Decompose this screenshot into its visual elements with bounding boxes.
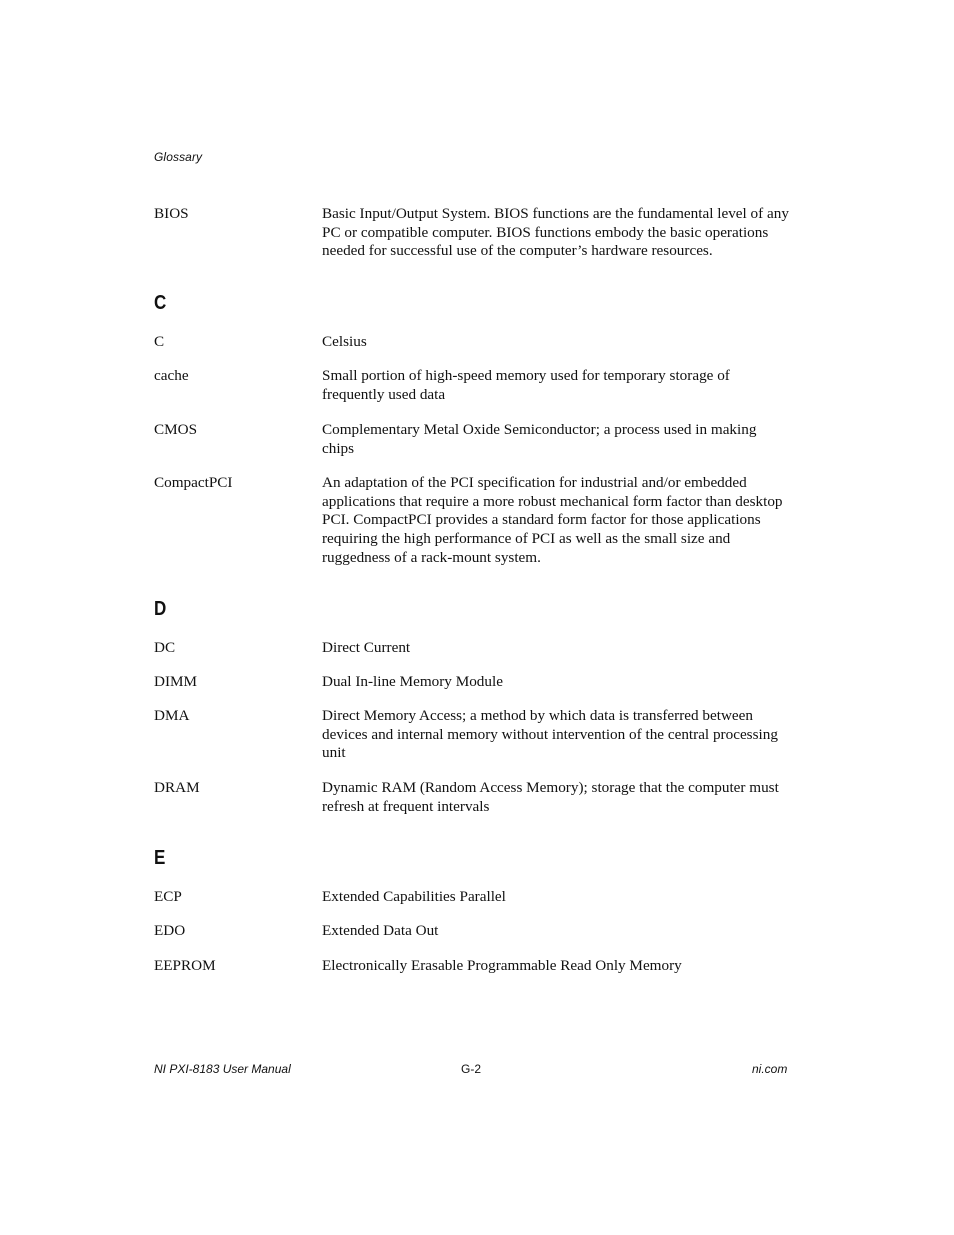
glossary-definition: Dynamic RAM (Random Access Memory); storage that the computer must refresh at frequent intervals [322,779,779,815]
glossary-term: EEPROM [154,957,216,974]
glossary-definition: An adaptation of the PCI specification for industrial and/or embedded applications that require a more robust mechanical form factor than desktop PCI. CompactPCI provides a standard form factor for those applications requiring the high performance of PCI as well as the small size and ruggedness of a rack-mount system. [322,474,783,566]
section-heading-c: C [154,292,167,314]
glossary-term: BIOS [154,205,189,222]
glossary-definition: Extended Data Out [322,922,439,939]
glossary-definition: Electronically Erasable Programmable Read Only Memory [322,957,682,974]
glossary-term: cache [154,367,189,384]
glossary-definition: Direct Memory Access; a method by which data is transferred between devices and internal memory without intervention of the central processing unit [322,707,778,762]
glossary-term: DC [154,639,176,656]
glossary-term: ECP [154,888,182,905]
footer-manual-title: NI PXI-8183 User Manual [154,1062,291,1076]
glossary-definition: Small portion of high-speed memory used for temporary storage of frequently used data [322,367,730,403]
glossary-definition: Basic Input/Output System. BIOS functions are the fundamental level of any PC or compatible computer. BIOS functions embody the basic operations needed for successful use of the computer’s hardware resources. [322,205,789,260]
glossary-term: CMOS [154,421,198,438]
glossary-term: CompactPCI [154,474,233,491]
glossary-term: C [154,333,165,350]
footer-page-number: G-2 [461,1062,482,1076]
footer-website: ni.com [752,1062,788,1076]
section-heading-e: E [154,847,166,869]
glossary-definition: Celsius [322,333,367,350]
running-head: Glossary [154,150,203,164]
glossary-term: DIMM [154,673,198,690]
glossary-term: DRAM [154,779,200,796]
glossary-term: DMA [154,707,190,724]
section-heading-d: D [154,598,167,620]
glossary-definition: Direct Current [322,639,411,656]
glossary-definition: Dual In-line Memory Module [322,673,503,690]
glossary-definition: Complementary Metal Oxide Semiconductor; a process used in making chips [322,421,757,457]
glossary-definition: Extended Capabilities Parallel [322,888,506,905]
glossary-term: EDO [154,922,186,939]
